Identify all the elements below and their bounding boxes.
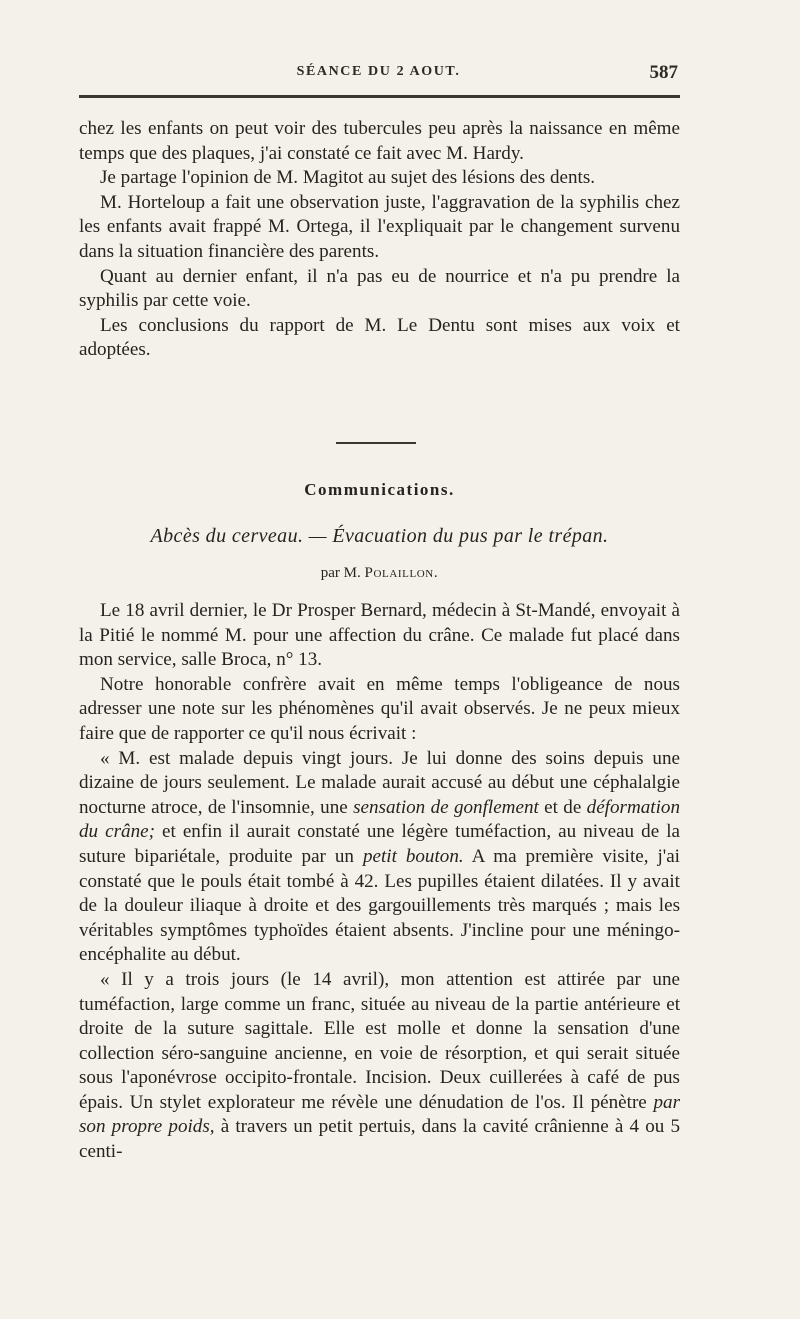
paragraph: Les conclusions du rapport de M. Le Dentu sont mises aux voix et adoptées. (79, 314, 680, 361)
running-header (79, 62, 678, 86)
text-run: et enfin il aurait constaté une légère tuméfaction, au niveau de la suture bipariétale, produite par un (79, 821, 680, 867)
text-run: A ma première visite, j'ai constaté que le pouls était tombé à 42. Les pupilles étaient dilatées. Il y avait de la douleur iliaque à droite et des gargouillements très marqués ; mais les véritables symptômes typhoïdes étaient absents. J'incline pour une méningo-encéphalite au début. (79, 845, 680, 966)
paragraph: Notre honorable confrère avait en même temps l'obligeance de nous adresser une note sur les phénomènes qu'il avait observés. Je ne peux mieux faire que de rapporter ce qu'il nous écrivait : (79, 673, 680, 744)
byline-author: Polaillon. (364, 565, 439, 581)
italic-run: par son propre poids, (79, 1091, 680, 1138)
italic-run: petit bouton. (362, 845, 464, 867)
paragraph: M. Horteloup a fait une observation juste, l'aggravation de la syphilis chez les enfants avait frappé M. Ortega, il l'expliquait par le changement survenu dans la situation financière des parents. (79, 191, 680, 262)
continuation-text (79, 117, 680, 363)
paragraph: Quant au dernier enfant, il n'a pas eu de nourrice et n'a pu prendre la syphilis par cette voie. (79, 265, 680, 312)
italic-run: déformation du crâne; (79, 796, 680, 843)
paragraph: chez les enfants on peut voir des tubercules peu après la naissance en même temps que des plaques, j'ai constaté ce fait avec M. Hardy. (79, 118, 680, 164)
section-divider (336, 442, 416, 444)
paragraph (79, 747, 680, 968)
article-byline (79, 565, 680, 582)
paragraph: Je partage l'opinion de M. Magitot au sujet des lésions des dents. (100, 167, 596, 189)
article-title: Abcès du cerveau. — Évacuation du pus par le trépan. (150, 525, 609, 547)
paragraph: Le 18 avril dernier, le Dr Prosper Bernard, médecin à St-Mandé, envoyait à la Pitié le nommé M. pour une affection du crâne. Ce malade fut placé dans mon service, salle Broca, n° 13. (79, 600, 680, 671)
text-run: à travers un petit pertuis, dans la cavité crânienne à 4 ou 5 centi- (79, 1116, 680, 1163)
paragraph (79, 968, 680, 1165)
header-rule (79, 95, 680, 98)
italic-run: sensation de gonflement (353, 796, 539, 818)
section-title: Communications. (304, 480, 455, 499)
running-title: SÉANCE DU 2 AOUT. (296, 64, 461, 79)
byline-prefix: par M. (320, 565, 361, 581)
text-run: « Il y a trois jours (le 14 avril), mon attention est attirée par une tuméfaction, large comme un franc, située au niveau de la partie antérieure et droite de la suture sagittale. Elle est molle et donne la sensation d'une collection séro-sanguine ancienne, en voie de résorption, et qui serait située sous l'aponévrose occipito-frontale. Incision. Deux cuillerées à café de pus épais. Un stylet explorateur me révèle une dénudation de l'os. Il pénètre (79, 968, 680, 1113)
text-run: et de (538, 796, 587, 818)
article-body (79, 599, 680, 1165)
page-number: 587 (649, 62, 678, 83)
text-run: « M. est malade depuis vingt jours. Je lui donne des soins depuis une dizaine de jours seulement. Le malade aurait accusé au début une céphalalgie nocturne atroce, de l'insomnie, une (79, 747, 680, 818)
